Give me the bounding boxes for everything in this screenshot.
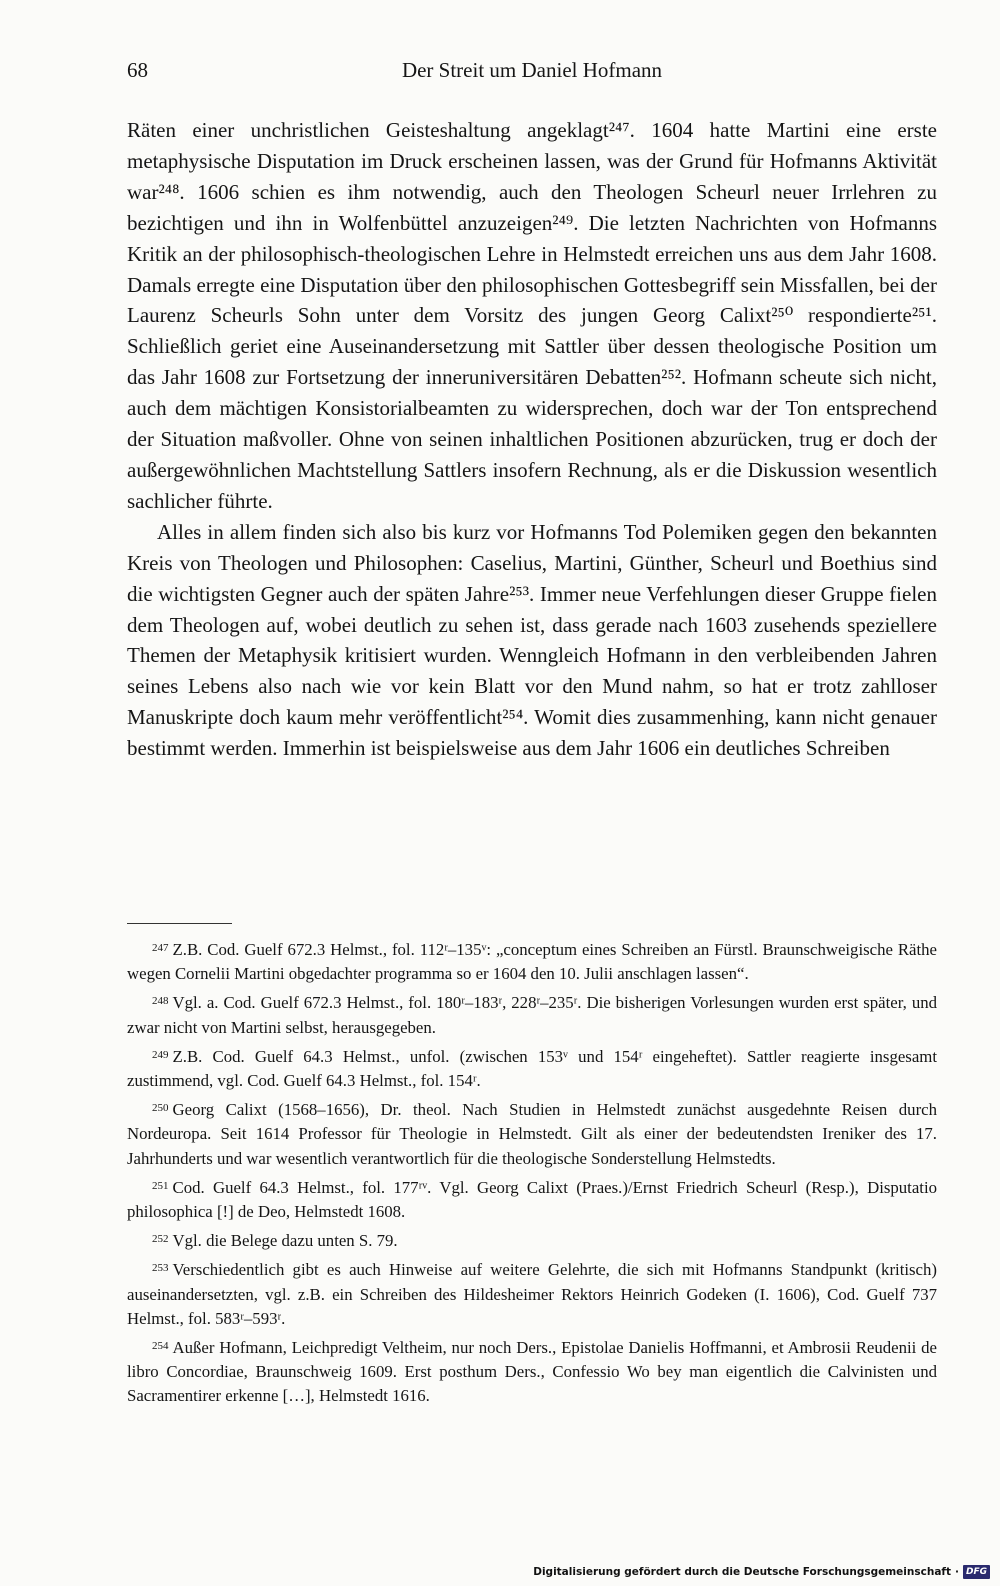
page-number: 68	[127, 58, 148, 82]
footnote-text: Z.B. Cod. Guelf 672.3 Helmst., fol. 112ʳ–135ᵛ: „conceptum eines Schreiben an Fürstl. Braunschweigische Räthe wegen Cornelii Martini obgedachter programma so er 1604 den 10. Julii anschlagen lassen“.	[127, 940, 937, 984]
footnote-number: 252	[152, 1233, 169, 1246]
footnote-number: 250	[152, 1102, 169, 1115]
footnote	[127, 989, 937, 1039]
footnote	[127, 936, 937, 986]
dfg-logo: DFG	[963, 1565, 990, 1579]
footnote	[127, 1096, 937, 1171]
footnote-number: 247	[152, 942, 169, 954]
footnote	[127, 1174, 937, 1224]
page-header	[127, 58, 937, 92]
footnote-number: 254	[152, 1340, 169, 1353]
footnote-number: 249	[152, 1048, 169, 1061]
paragraph: Alles in allem finden sich also bis kurz vor Hofmanns Tod Polemiken gegen den bekannten Kreis von Theologen und Philosophen: Caselius, Martini, Günther, Scheurl und Boethius sind die wichtigsten Gegner auch der späten Jahre²⁵³. Immer neue Verfehlungen dieser Gruppe fielen dem Theologen auf, wobei deutlich zu sehen ist, dass gerade nach 1603 zusehends speziellere Themen der Metaphysik kritisiert wurden. Wenngleich Hofmann in den verbleibenden Jahren seines Lebens also nach wie vor kein Blatt vor den Mund nahm, so hat er trotz zahlloser Manuskripte doch kaum mehr veröffentlicht²⁵⁴. Womit dies zusammenhing, kann nicht genauer bestimmt werden. Immerhin ist beispielsweise aus dem Jahr 1606 ein deutliches Schreiben	[127, 519, 937, 761]
footnotes	[127, 936, 937, 1412]
footnote	[127, 1334, 937, 1409]
footnote-number: 253	[152, 1262, 169, 1275]
footnote	[127, 1043, 937, 1093]
digitization-credit: Digitalisierung gefördert durch die Deutsche Forschungsgemeinschaft · DFG	[533, 1564, 990, 1580]
main-text	[127, 115, 937, 764]
footnote-text: Cod. Guelf 64.3 Helmst., fol. 177ʳᵛ. Vgl. Georg Calixt (Praes.)/Ernst Friedrich Scheurl (Resp.), Disputatio philosophica [!] de Deo, Helmstedt 1608.	[127, 1177, 937, 1222]
footnote	[127, 1227, 937, 1253]
footnote-text: Georg Calixt (1568–1656), Dr. theol. Nach Studien in Helmstedt zunächst ausgedehnte Reisen durch Nordeuropa. Seit 1614 Professor für Theologie in Helmstedt. Gilt als einer der bedeutendsten Ireniker des 17. Jahrhunderts und war wesentlich verantwortlich für die theologische Sonderstellung Helmstedts.	[127, 1100, 937, 1168]
footnote-text: Vgl. die Belege dazu unten S. 79.	[172, 1231, 398, 1251]
footnote-text: Vgl. a. Cod. Guelf 672.3 Helmst., fol. 180ʳ–183ʳ, 228ʳ–235ʳ. Die bisherigen Vorlesungen wurden erst später, und zwar nicht von Martini selbst, herausgegeben.	[127, 993, 937, 1037]
footnote-number: 251	[152, 1179, 169, 1192]
credit-text: Digitalisierung gefördert durch die Deutsche Forschungsgemeinschaft	[533, 1566, 951, 1578]
footnote-text: Verschiedentlich gibt es auch Hinweise auf weitere Gelehrte, die sich mit Hofmanns Standpunkt (kritisch) auseinandersetzten, vgl. z.B. ein Schreiben des Hildesheimer Rektors Heinrich Godeken (I. 1606), Cod. Guelf 737 Helmst., fol. 583ʳ–593ʳ.	[127, 1260, 937, 1328]
running-title: Der Streit um Daniel Hofmann	[401, 58, 663, 82]
footnote-text: Außer Hofmann, Leichpredigt Veltheim, nur noch Ders., Epistolae Danielis Hoffmanni, et Ambrosii Reudenii de libro Concordiae, Braunschweig 1609. Erst posthum Ders., Confessio Wo bey man eigentlich die Calvinisten und Sacramentirer erkenne […], Helmstedt 1616.	[127, 1338, 937, 1406]
footnote	[127, 1256, 937, 1331]
footnote-number: 248	[152, 995, 169, 1008]
footnote-text: Z.B. Cod. Guelf 64.3 Helmst., unfol. (zwischen 153ᵛ und 154ʳ eingeheftet). Sattler reagierte insgesamt zustimmend, vgl. Cod. Guelf 64.3 Helmst., fol. 154ʳ.	[127, 1046, 937, 1091]
paragraph: Räten einer unchristlichen Geisteshaltung angeklagt²⁴⁷. 1604 hatte Martini eine erste metaphysische Disputation im Druck erscheinen lassen, was der Grund für Hofmanns Aktivität war²⁴⁸. 1606 schien es ihm notwendig, auch den Theologen Scheurl neuer Irrlehren zu bezichtigen und ihn in Wolfenbüttel anzuzeigen²⁴⁹. Die letzten Nachrichten von Hofmanns Kritik an der philosophisch-theologischen Lehre in Helmstedt erreichen uns aus dem Jahr 1608. Damals erregte eine Disputation über den philosophischen Gottesbegriff sein Missfallen, bei der Laurenz Scheurls Sohn unter dem Vorsitz des jungen Georg Calixt²⁵⁰ respondierte²⁵¹. Schließlich geriet eine Auseinandersetzung mit Sattler über dessen theologische Position um das Jahr 1608 zur Fortsetzung der inneruniversitären Debatten²⁵². Hofmann scheute sich nicht, auch dem mächtigen Konsistorialbeamten zu widersprechen, doch war der Ton entsprechend der Situation maßvoller. Ohne von seinen inhaltlichen Positionen abzurücken, trug er doch der außergewöhnlichen Machtstellung Sattlers insofern Rechnung, als er die Diskussion wesentlich sachlicher führte.	[127, 118, 937, 513]
footnote-separator	[127, 923, 232, 924]
